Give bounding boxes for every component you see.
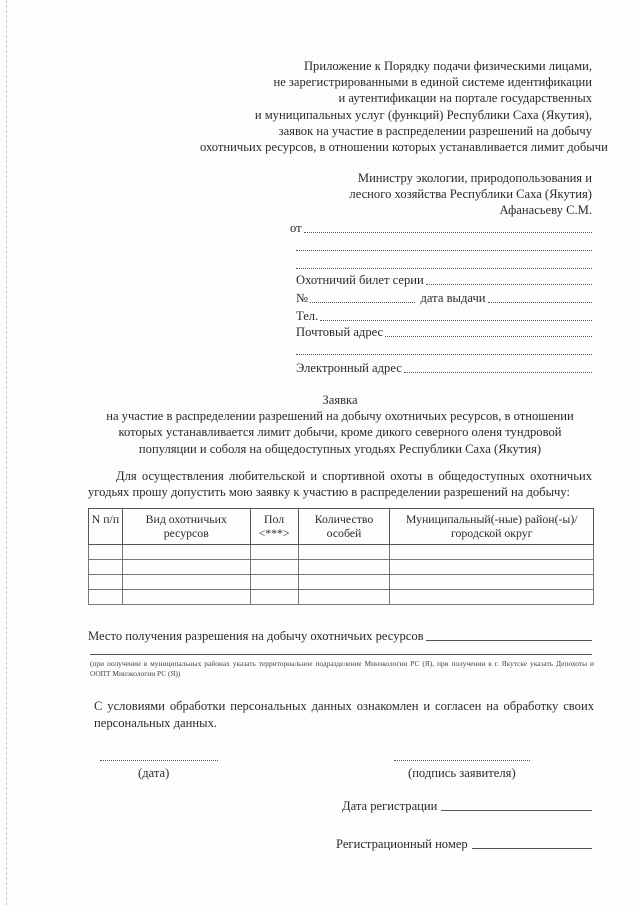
header-quantity: Количество особей <box>298 509 390 545</box>
table-cell[interactable] <box>122 560 250 575</box>
table-cell[interactable] <box>390 575 594 590</box>
table-cell[interactable] <box>89 590 123 605</box>
table-cell[interactable] <box>250 575 298 590</box>
postal-address-input-2[interactable] <box>296 342 592 355</box>
ticket-number-input[interactable] <box>310 290 414 303</box>
table-row <box>89 590 594 605</box>
consent-text: С условиями обработки персональных данных ознакомлен и согласен на обработку своих персональных данных. <box>94 699 594 730</box>
ticket-series-input[interactable] <box>426 272 592 285</box>
table-row <box>89 545 594 560</box>
email-row <box>296 360 592 376</box>
header-line: не зарегистрированными в единой системе идентификации <box>273 75 592 90</box>
postal-address-row <box>296 324 592 340</box>
issue-date-input[interactable] <box>488 290 592 303</box>
ticket-series-row <box>296 272 592 288</box>
table-cell[interactable] <box>390 560 594 575</box>
table-cell[interactable] <box>250 560 298 575</box>
from-input-line-3[interactable] <box>296 256 592 269</box>
table-header-row <box>89 509 594 545</box>
header-line: заявок на участие в распределении разрешений на добычу <box>278 123 592 138</box>
header-resource-type: Вид охотничьих ресурсов <box>122 509 250 545</box>
table-cell[interactable] <box>298 560 390 575</box>
permit-place-input-2[interactable] <box>90 654 592 655</box>
phone-label: Тел. <box>296 309 319 323</box>
from-field-row-2 <box>296 238 592 254</box>
ticket-series-label: Охотничий билет серии <box>296 273 424 287</box>
table-cell[interactable] <box>298 545 390 560</box>
registration-date-label: Дата регистрации <box>342 799 438 813</box>
title-heading: Заявка <box>322 393 358 407</box>
registration-number-input[interactable] <box>472 836 592 849</box>
header-line: Приложение к Порядку подачи физическими лицами, <box>303 59 592 73</box>
addressee-line: Афанасьеву С.М. <box>499 203 592 218</box>
table-cell[interactable] <box>298 575 390 590</box>
header-district: Муниципальный(-ные) район(-ы)/ городской округ <box>390 509 594 545</box>
postal-address-row-2 <box>296 342 592 358</box>
table-cell[interactable] <box>122 590 250 605</box>
phone-input[interactable] <box>320 308 592 321</box>
table-cell[interactable] <box>250 590 298 605</box>
phone-row <box>296 308 592 324</box>
date-signature-line[interactable] <box>100 760 218 761</box>
registration-number-label: Регистрационный номер <box>336 837 468 851</box>
from-label: от <box>290 221 302 235</box>
email-input[interactable] <box>404 360 592 373</box>
from-field-row <box>290 220 592 236</box>
email-label: Электронный адрес <box>296 361 402 375</box>
table-cell[interactable] <box>89 560 123 575</box>
applicant-signature-caption: (подпись заявителя) <box>408 766 516 780</box>
table-row <box>89 575 594 590</box>
header-number: N п/п <box>89 509 123 545</box>
table-cell[interactable] <box>250 545 298 560</box>
issue-date-label: дата выдачи <box>420 291 486 305</box>
addressee-line: лесного хозяйства Республики Саха (Якутия) <box>349 187 592 202</box>
postal-address-label: Почтовый адрес <box>296 325 384 339</box>
from-input-line-2[interactable] <box>296 238 592 251</box>
table-row <box>89 560 594 575</box>
permit-place-row <box>88 628 592 644</box>
permit-place-input[interactable] <box>426 628 592 641</box>
title-line: на участие в распределении разрешений на добычу охотничьих ресурсов, в отношении <box>106 409 574 424</box>
header-sex: Пол <***> <box>250 509 298 545</box>
registration-number-row <box>336 836 592 852</box>
ticket-number-label: № <box>296 291 309 305</box>
title-line: популяции и соболя на общедоступных угодьях Республики Саха (Якутия) <box>138 441 542 456</box>
addressee-block <box>300 170 592 219</box>
registration-date-row <box>342 798 592 814</box>
table-cell[interactable] <box>122 575 250 590</box>
header-line: и аутентификации на портале государственных <box>338 91 592 106</box>
resources-table <box>88 508 594 605</box>
request-paragraph <box>88 468 592 501</box>
title-line: которых устанавливается лимит добычи, кроме дикого северного оленя тундровой <box>118 425 562 440</box>
applicant-signature-line[interactable] <box>394 760 530 761</box>
date-caption: (дата) <box>138 766 170 780</box>
permit-place-note: (при получении в муниципальных районах указать территориальное подразделение Минэкологии РС (Я), при получении в г. Якутске указать Депохоты и ООПТ Минэкологии РС (Я)) <box>90 659 594 678</box>
addressee-line: Министру экологии, природопользования и <box>357 171 592 185</box>
request-paragraph-text: Для осуществления любительской и спортивной охоты в общедоступных охотничьих угодьях прошу допустить мою заявку к участию в распределении разрешений на добычу: <box>88 469 592 500</box>
postal-address-input[interactable] <box>385 324 592 337</box>
scan-edge-line <box>6 0 7 905</box>
application-title <box>90 392 590 457</box>
table-cell[interactable] <box>89 575 123 590</box>
from-field-row-3 <box>296 256 592 272</box>
table-cell[interactable] <box>390 590 594 605</box>
registration-date-input[interactable] <box>441 798 592 811</box>
header-line: охотничьих ресурсов, в отношении которых устанавливается лимит добычи <box>200 140 608 155</box>
permit-place-label: Место получения разрешения на добычу охотничьих ресурсов <box>88 629 424 643</box>
table-cell[interactable] <box>390 545 594 560</box>
appendix-header <box>200 58 608 155</box>
header-line: и муниципальных услуг (функций) Республики Саха (Якутия), <box>254 107 592 122</box>
table-cell[interactable] <box>122 545 250 560</box>
table-cell[interactable] <box>298 590 390 605</box>
table-cell[interactable] <box>89 545 123 560</box>
from-input-line[interactable] <box>304 220 592 233</box>
ticket-number-row <box>296 290 592 306</box>
